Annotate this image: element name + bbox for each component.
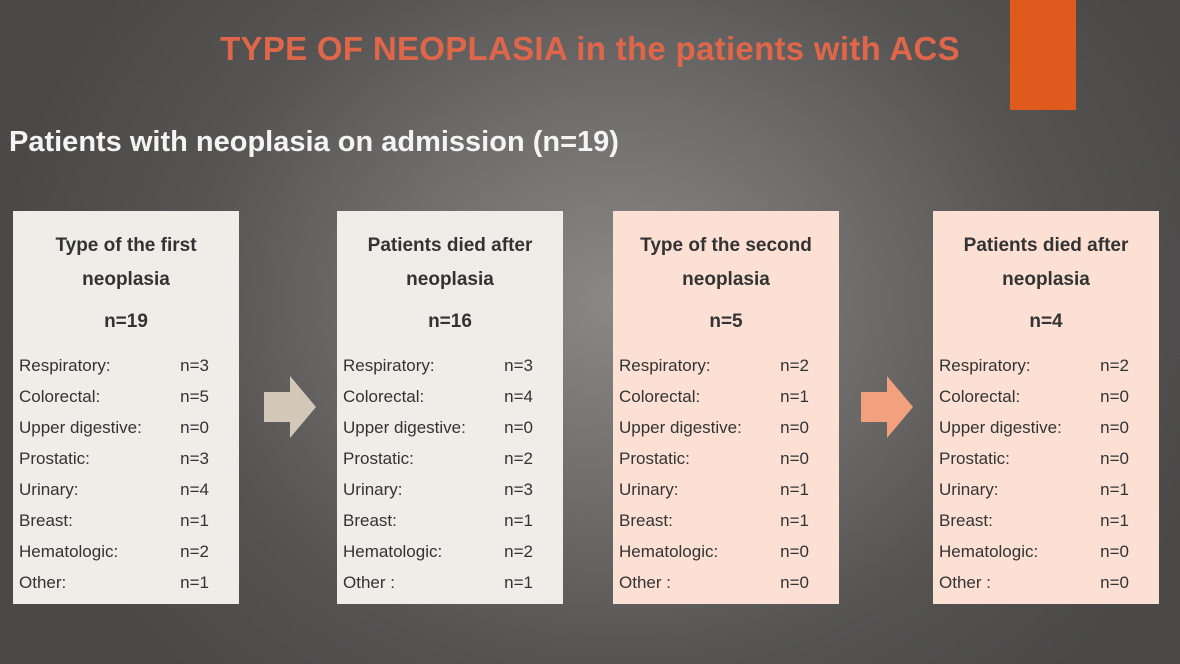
row-label: Hematologic:	[343, 542, 443, 561]
card-heading-line1: Patients died after	[963, 235, 1129, 256]
card-heading-line1: Type of the second	[640, 235, 812, 256]
row-label: Other :	[619, 573, 671, 592]
row-label: Colorectal:	[19, 387, 101, 406]
card-heading-line2: neoplasia	[406, 269, 494, 290]
row-label: Breast:	[343, 511, 397, 530]
card-count: n=19	[104, 311, 148, 332]
table-row	[19, 443, 233, 474]
table-row	[939, 567, 1153, 598]
row-value: n=1	[1100, 480, 1129, 499]
row-label: Colorectal:	[939, 387, 1021, 406]
row-label: Prostatic:	[343, 449, 414, 468]
slide-subtitle: Patients with neoplasia on admission (n=19)	[9, 126, 619, 158]
row-value: n=0	[1100, 449, 1129, 468]
row-value: n=0	[1100, 573, 1129, 592]
table-row	[939, 474, 1153, 505]
table-row	[619, 536, 833, 567]
row-label: Colorectal:	[619, 387, 701, 406]
row-label: Upper digestive:	[19, 418, 142, 437]
table-row	[343, 443, 557, 474]
table-row	[343, 412, 557, 443]
row-value: n=5	[180, 387, 209, 406]
table-row	[19, 567, 233, 598]
table-row	[619, 567, 833, 598]
table-row	[343, 567, 557, 598]
card-heading-line1: Type of the first	[55, 235, 197, 256]
row-value: n=1	[504, 511, 533, 530]
row-value: n=2	[180, 542, 209, 561]
table-row	[343, 474, 557, 505]
card-heading-line2: neoplasia	[82, 269, 170, 290]
row-label: Upper digestive:	[619, 418, 742, 437]
row-value: n=3	[504, 480, 533, 499]
row-value: n=1	[504, 573, 533, 592]
row-label: Urinary:	[619, 480, 679, 499]
card-heading-line2: neoplasia	[1002, 269, 1090, 290]
table-row	[19, 412, 233, 443]
row-value: n=3	[504, 356, 533, 375]
row-value: n=0	[780, 418, 809, 437]
table-row	[619, 412, 833, 443]
table-row	[619, 474, 833, 505]
row-label: Urinary:	[343, 480, 403, 499]
row-value: n=2	[1100, 356, 1129, 375]
card-heading-line1: Patients died after	[367, 235, 533, 256]
row-value: n=1	[180, 511, 209, 530]
row-value: n=2	[504, 542, 533, 561]
table-row	[939, 412, 1153, 443]
row-value: n=4	[180, 480, 209, 499]
row-label: Urinary:	[939, 480, 999, 499]
row-label: Breast:	[19, 511, 73, 530]
card-second-neoplasia	[613, 211, 839, 604]
card-heading	[619, 229, 833, 297]
table-row	[939, 505, 1153, 536]
card-heading	[939, 229, 1153, 297]
row-value: n=4	[504, 387, 533, 406]
row-label: Hematologic:	[619, 542, 719, 561]
row-value: n=0	[180, 418, 209, 437]
table-row	[19, 505, 233, 536]
row-label: Colorectal:	[343, 387, 425, 406]
row-label: Respiratory:	[343, 356, 435, 375]
row-label: Other :	[939, 573, 991, 592]
row-label: Hematologic:	[939, 542, 1039, 561]
table-row	[939, 381, 1153, 412]
table-row	[343, 381, 557, 412]
row-value: n=1	[1100, 511, 1129, 530]
row-value: n=2	[504, 449, 533, 468]
card-count: n=4	[1029, 311, 1063, 332]
row-value: n=3	[180, 356, 209, 375]
table-row	[619, 505, 833, 536]
table-row	[343, 536, 557, 567]
row-label: Breast:	[939, 511, 993, 530]
row-value: n=0	[780, 573, 809, 592]
table-row	[939, 443, 1153, 474]
row-label: Prostatic:	[19, 449, 90, 468]
row-value: n=2	[780, 356, 809, 375]
row-label: Respiratory:	[619, 356, 711, 375]
table-row	[619, 350, 833, 381]
table-row	[343, 350, 557, 381]
card-died-after-second	[933, 211, 1159, 604]
row-label: Prostatic:	[619, 449, 690, 468]
table-row	[19, 381, 233, 412]
card-heading-line2: neoplasia	[682, 269, 770, 290]
card-heading	[19, 229, 233, 297]
table-row	[939, 536, 1153, 567]
slide-title: TYPE OF NEOPLASIA in the patients with ACS	[220, 30, 960, 67]
card-first-neoplasia	[13, 211, 239, 604]
row-label: Other :	[343, 573, 395, 592]
row-label: Prostatic:	[939, 449, 1010, 468]
row-label: Other:	[19, 573, 67, 592]
table-row	[19, 474, 233, 505]
row-label: Hematologic:	[19, 542, 119, 561]
row-label: Respiratory:	[939, 356, 1031, 375]
card-count: n=5	[709, 311, 743, 332]
row-label: Upper digestive:	[939, 418, 1062, 437]
table-row	[619, 443, 833, 474]
row-value: n=0	[1100, 387, 1129, 406]
row-value: n=0	[1100, 542, 1129, 561]
row-value: n=3	[180, 449, 209, 468]
table-row	[19, 536, 233, 567]
row-value: n=1	[780, 511, 809, 530]
row-value: n=0	[780, 542, 809, 561]
row-value: n=1	[180, 573, 209, 592]
row-value: n=0	[1100, 418, 1129, 437]
table-row	[939, 350, 1153, 381]
card-heading	[343, 229, 557, 297]
table-row	[19, 350, 233, 381]
row-label: Urinary:	[19, 480, 79, 499]
row-value: n=1	[780, 387, 809, 406]
row-label: Breast:	[619, 511, 673, 530]
arrow-right-icon	[861, 376, 913, 438]
row-value: n=0	[780, 449, 809, 468]
row-label: Upper digestive:	[343, 418, 466, 437]
card-count: n=16	[428, 311, 472, 332]
row-value: n=1	[780, 480, 809, 499]
table-row	[343, 505, 557, 536]
table-row	[619, 381, 833, 412]
row-value: n=0	[504, 418, 533, 437]
card-died-after-first	[337, 211, 563, 604]
row-label: Respiratory:	[19, 356, 111, 375]
arrow-right-icon	[264, 376, 316, 438]
